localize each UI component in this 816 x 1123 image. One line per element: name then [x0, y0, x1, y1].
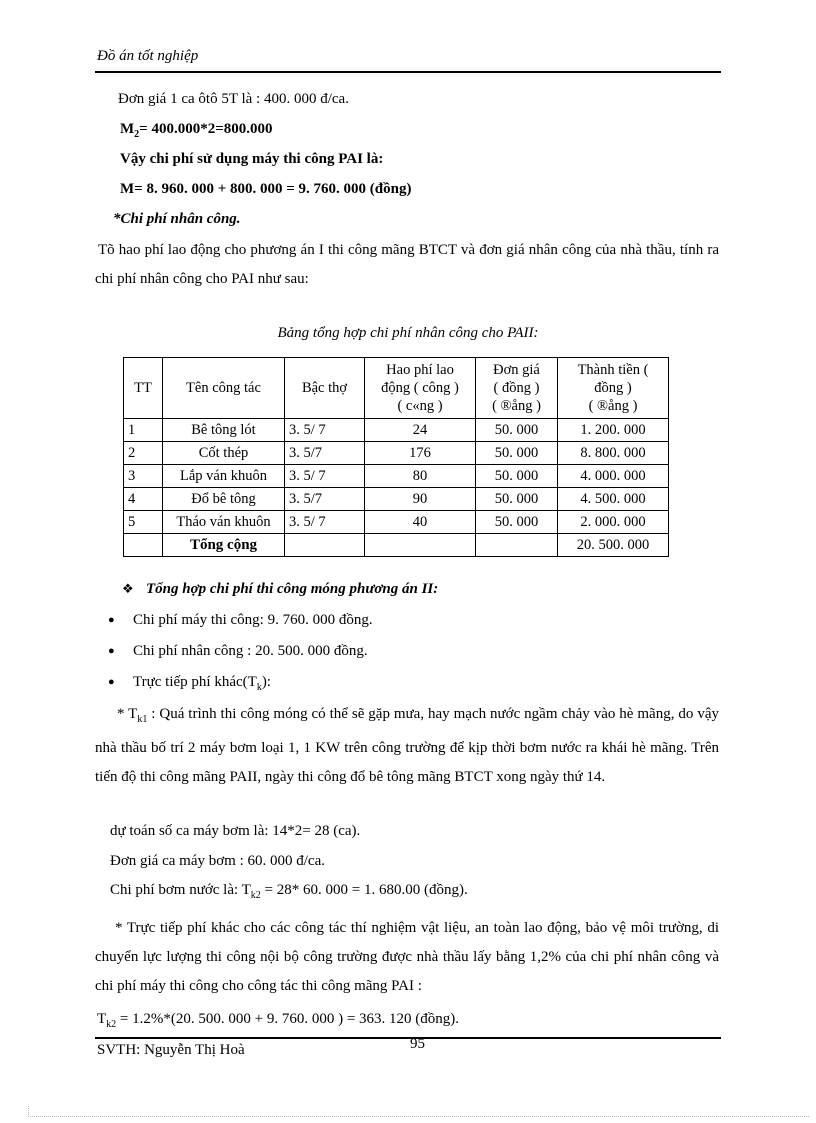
labor-cost-table: [123, 357, 669, 557]
formula-tk2: $T_{k2} = 1.2\%*(20$. 500. 000 + 9. 760. 000 ) = 363. 120 (đồng).: [97, 1011, 460, 1030]
header-rule: [95, 71, 721, 73]
cell: 40: [365, 511, 476, 534]
paragraph-labor-intro: Tõ hao phí lao động cho phương án I thi công mãng BTCT và đơn giá nhân công của nhà thầu, tính ra chi phí nhân công cho PAI như sau:: [95, 242, 719, 287]
cell: 1. 200. 000: [558, 419, 669, 442]
cell: [124, 534, 163, 557]
bullet-icon: ●: [108, 645, 115, 657]
text-pump-shifts: dự toán số ca máy bơm là: 14*2= 28 (ca).: [110, 823, 361, 839]
formula-m2: $M_2= 400.000*2=800.000$: [120, 121, 273, 140]
bullet-labor-cost: Chi phí nhân công : 20. 500. 000 đồng.: [133, 643, 368, 659]
table-row: [124, 442, 669, 465]
cell: Tháo ván khuôn: [163, 511, 285, 534]
cell: 2. 000. 000: [558, 511, 669, 534]
formula-machine-total: M= 8. 960. 000 + 800. 000 = 9. 760. 000 (đồng): [120, 181, 412, 197]
header-cell: Tên công tác: [163, 358, 285, 419]
header-cell: Thành tiền ( đồng ) ( ®ång ): [558, 358, 669, 419]
cell: 3. 5/ 7: [285, 511, 365, 534]
page-number: 95: [410, 1036, 425, 1052]
total-label: Tổng cộng: [163, 534, 285, 557]
header-cell: Hao phí lao động ( công ) ( c«ng ): [365, 358, 476, 419]
cell: 1: [124, 419, 163, 442]
paragraph-other-costs: * Trực tiếp phí khác cho các công tác thí nghiệm vật liệu, an toàn lao động, bảo vệ môi trường, di chuyển lực lượng thi công nội bộ công trường được nhà thầu lấy bằng 1,2% của chi phí nhân công và chi phí máy thi công cho công tác thi công mãng PAI :: [95, 920, 719, 994]
cell: Đổ bê tông: [163, 488, 285, 511]
cell: 5: [124, 511, 163, 534]
page-edge: [28, 1106, 809, 1117]
cell: 8. 800. 000: [558, 442, 669, 465]
table-row: [124, 465, 669, 488]
cell: 3. 5/ 7: [285, 419, 365, 442]
heading-machine-cost: Vậy chi phí sử dụng máy thi công PAI là:: [120, 151, 384, 167]
heading-labor-cost: *Chi phí nhân công.: [113, 211, 241, 227]
cell: 80: [365, 465, 476, 488]
cell: 90: [365, 488, 476, 511]
header-cell: TT: [124, 358, 163, 419]
bullet-icon: ●: [108, 614, 115, 626]
footer-author: SVTH: Nguyễn Thị Hoà: [97, 1042, 245, 1058]
footer-rule: [95, 1037, 721, 1039]
paragraph-tk1: * $T_{k1}$ : Quá trình thi công móng có thể sẽ gặp mưa, hay mạch nước ngầm chảy vào hè mãng, do vậy nhà thầu bố trí 2 máy bơm loại 1, 1 KW trên công trường để kịp thời bơm nước ra khái hè mãng. Trên tiến độ thi công mãng PAII, ngày thi công đổ bê tông mãng BTCT xong ngày thứ 14.: [95, 706, 719, 785]
cell: 3. 5/7: [285, 442, 365, 465]
text-line-unit-price-truck: Đơn giá 1 ca ôtô 5T là : 400. 000 đ/ca.: [118, 91, 349, 107]
bullet-other-direct-cost: Trực tiếp phí $khác(T_k)$:: [133, 674, 271, 693]
cell: 2: [124, 442, 163, 465]
running-header: Đồ án tốt nghiệp: [97, 48, 199, 64]
cell: 24: [365, 419, 476, 442]
cell: 3. 5/7: [285, 488, 365, 511]
text-pump-cost: Chi phí bơm nước là: $T_{k2} = 28*$ 60. 000 = 1. 680.00 (đồng).: [110, 882, 468, 901]
diamond-bullet-icon: ❖: [122, 581, 134, 596]
cell: 3: [124, 465, 163, 488]
cell: 3. 5/ 7: [285, 465, 365, 488]
cell: 50. 000: [476, 419, 558, 442]
cell: [476, 534, 558, 557]
cell: Lắp ván khuôn: [163, 465, 285, 488]
cell: Cốt thép: [163, 442, 285, 465]
table-total-row: [124, 534, 669, 557]
cell: 4. 000. 000: [558, 465, 669, 488]
table-row: [124, 419, 669, 442]
table-row: [124, 488, 669, 511]
bullet-icon: ●: [108, 676, 115, 688]
table-row: [124, 511, 669, 534]
cell: 50. 000: [476, 465, 558, 488]
bullet-machine-cost: Chi phí máy thi công: 9. 760. 000 đồng.: [133, 612, 373, 628]
table-caption: Bảng tổng hợp chi phí nhân công cho PAII:: [277, 325, 539, 341]
table-header-row: [124, 358, 669, 419]
summary-heading: Tổng hợp chi phí thi công móng phương án II:: [146, 581, 439, 597]
cell: 176: [365, 442, 476, 465]
cell: 50. 000: [476, 488, 558, 511]
header-cell: Bậc thợ: [285, 358, 365, 419]
text-pump-unit-price: Đơn giá ca máy bơm : 60. 000 đ/ca.: [110, 853, 325, 869]
header-cell: Đơn giá ( đồng ) ( ®ång ): [476, 358, 558, 419]
cell: [285, 534, 365, 557]
cell: [365, 534, 476, 557]
cell: 4: [124, 488, 163, 511]
cell: 50. 000: [476, 442, 558, 465]
total-value: 20. 500. 000: [558, 534, 669, 557]
cell: 50. 000: [476, 511, 558, 534]
cell: 4. 500. 000: [558, 488, 669, 511]
cell: Bê tông lót: [163, 419, 285, 442]
